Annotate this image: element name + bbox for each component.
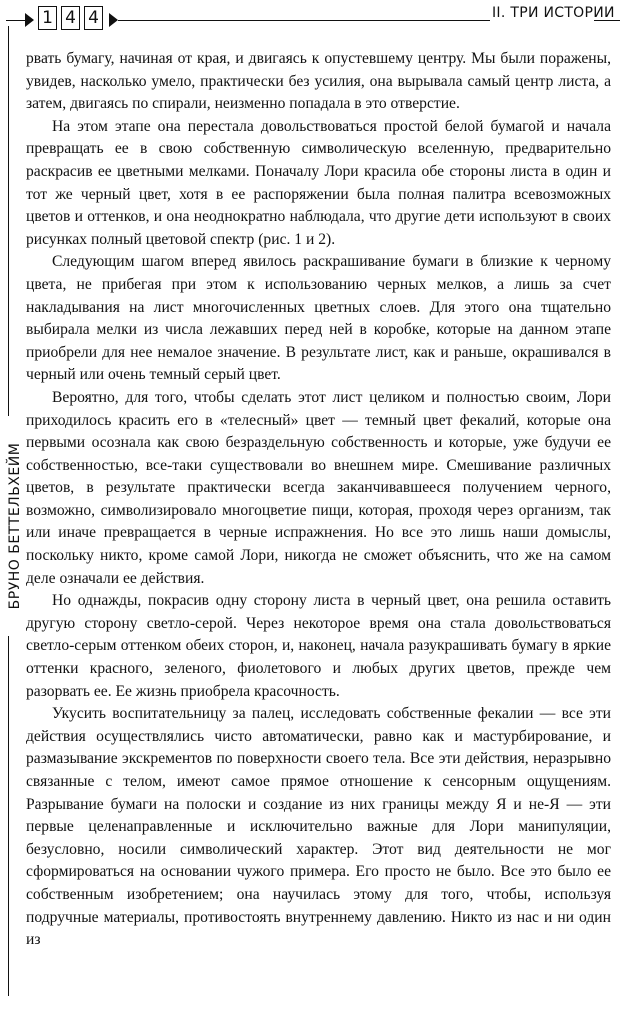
page-header: [0, 0, 620, 36]
paragraph: рвать бумагу, начиная от края, и двигаясь к опустевшему центру. Мы были поражены, увидев, насколько умело, практически без усилия, она вырывала самый центр листа, а затем, двигаясь по спирали, неизменно попадала в это отверстие.: [26, 50, 611, 113]
side-rule-bottom: [8, 636, 9, 996]
header-rule-middle: [118, 20, 490, 21]
header-rule-left: [6, 20, 26, 21]
header-arrow-left: [25, 13, 34, 27]
paragraph: Укусить воспитательницу за палец, исследовать собственные фекалии — все эти действия осуществлялись чисто автоматически, равно как и мастурбирование, и размазывание экскрементов по поверхности своего тела. Все эти действия, неразрывно связанные с телом, имеют самое прямое отношение к сенсорным ощущениям. Разрывание бумаги на полоски и создание из них границы между Я и не-Я — эти первые целенаправленные и исключительно важные для Лори манипуляции, безусловно, носили символический характер. Этот вид деятельности не мог сформироваться на основании чужого примера. Его просто не было. Все это было ее собственным изобретением; она научилась этому для того, чтобы, используя подручные материалы, противостоять внутреннему давлению. Никто из нас и ни один из: [26, 705, 611, 949]
side-author-name: БРУНО БЕТТЕЛЬХЕЙМ: [7, 442, 23, 610]
paragraph: Следующим шагом вперед явилось раскрашивание бумаги в близкие к черному цвета, не прибегая при этом к использованию черных мелков, а лишь за счет накладывания на лист многочисленных цветных слоев. Для этого она тщательно выбирала мелки из числа лежавших перед ней в коробке, которые на данном этапе приобрели для нее немалое значение. В результате лист, как и раньше, окрашивался в черный или очень темный серый цвет.: [26, 253, 611, 384]
page-number-digit: 1: [38, 6, 57, 30]
page-number-digit: 4: [84, 6, 103, 30]
header-arrow-right: [109, 13, 118, 27]
page-number-digit: 4: [61, 6, 80, 30]
paragraph: Вероятно, для того, чтобы сделать этот лист целиком и полностью своим, Лори приходилось красить его в «телесный» цвет — темный цвет фекалий, которые она первыми осознала как свою безраздельную собственность и которые, уже будучи ее собственностью, все-таки существовали во внешнем мире. Смешивание различных цветов, в результате практически всегда заканчивавшееся получением черного, возможно, символизировало многоцветие пищи, которая, проходя через организм, так или иначе превращается в черные испражнения. Но все это лишь наши домыслы, поскольку никто, кроме самой Лори, никогда не сможет объяснить, что же на самом деле означали ее действия.: [26, 388, 611, 587]
paragraph: Но однажды, покрасив одну сторону листа в черный цвет, она решила оставить другую сторону светло-серой. Через некоторое время она стала довольствоваться светло-серым оттенком обеих сторон, и, наконец, начала разукрашивать бумагу в яркие оттенки красного, зеленого, фиолетового и любых других цветов, прежде чем разорвать ее. Ее жизнь приобрела красочность.: [26, 592, 611, 700]
page-number: [38, 6, 103, 30]
header-rule-right: [594, 20, 620, 21]
side-rule-top: [8, 26, 9, 416]
paragraph: На этом этапе она перестала довольствоваться простой белой бумагой и начала превращать ее в свою собственную символическую вселенную, предварительно раскрасив ее цветными мелками. Поначалу Лори красила обе стороны листа в один и тот же черный цвет, хотя в ее распоряжении была полная палитра всевозможных цветов и оттенков, и она неоднократно наблюдала, что другие дети используют в своих рисунках полный цветовой спектр (рис. 1 и 2).: [26, 117, 611, 248]
body-text: [26, 48, 611, 952]
running-head: II. ТРИ ИСТОРИИ: [492, 5, 615, 21]
